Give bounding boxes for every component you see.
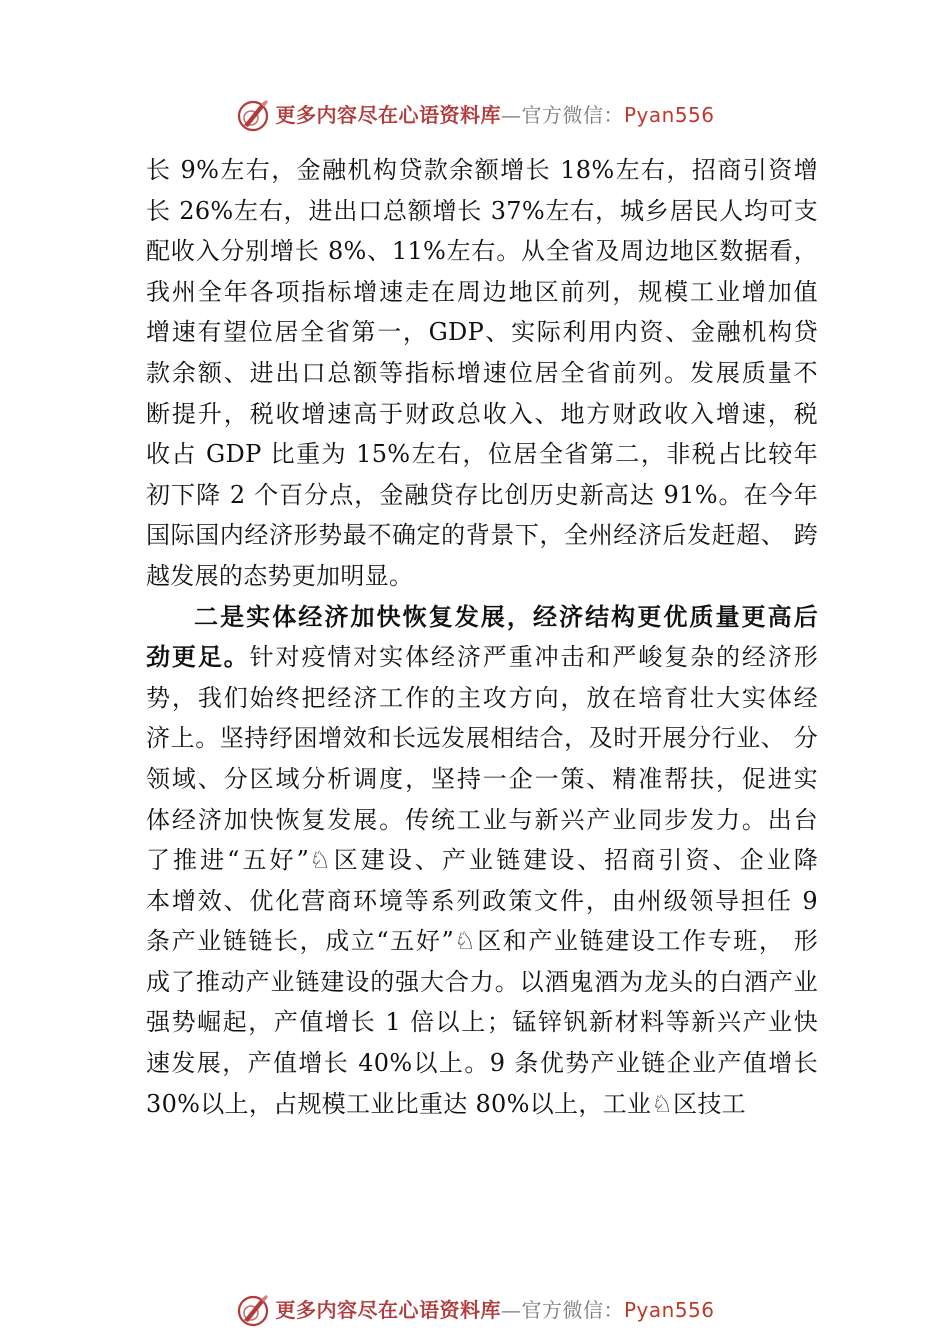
- text-line: 了推进“五好”♘区建设、产业链建设、招商引资、企业降: [146, 846, 818, 875]
- text-line: 势，我们始终把经济工作的主攻方向，放在培育壮大实体经: [146, 683, 818, 712]
- header-banner: [0, 93, 950, 137]
- text-line: 领域、分区域分析调度，坚持一企一策、精准帮扶，促进实: [146, 764, 818, 793]
- text-line: 体经济加快恢复发展。传统工业与新兴产业同步发力。出台: [146, 805, 818, 834]
- section-heading-end: 劲更足。: [146, 642, 250, 672]
- text-line: 配收入分别增长 8%、11%左右。从全省及周边地区数据看，: [146, 237, 818, 266]
- text-line: 款余额、进出口总额等指标增速位居全省前列。发展质量不: [146, 358, 818, 387]
- banner-wechat-id: Pyan556: [623, 1298, 715, 1322]
- text-line: 本增效、优化营商环境等系列政策文件，由州级领导担任 9: [146, 886, 818, 915]
- banner-separator: —: [500, 1298, 522, 1322]
- section-heading: 二是实体经济加快恢复发展，经济结构更优质量更高后: [194, 601, 818, 631]
- text-line: 强势崛起，产值增长 1 倍以上；锰锌钒新材料等新兴产业快: [146, 1008, 818, 1037]
- text-line: [146, 637, 818, 678]
- banner-separator: —: [500, 103, 522, 127]
- brush-logo-icon: [235, 1292, 271, 1328]
- text-line: 30%以上，占规模工业比重达 80%以上，工业♘区技工: [146, 1089, 746, 1118]
- paragraph-2: [146, 597, 818, 1125]
- text-line: 长 26%左右，进出口总额增长 37%左右，城乡居民人均可支: [146, 196, 818, 225]
- text-line: 越发展的态势更加明显。: [146, 561, 414, 590]
- footer-banner: [0, 1288, 950, 1332]
- paragraph-1: [146, 150, 818, 597]
- text-line: 长 9%左右，金融机构贷款余额增长 18%左右，招商引资增: [146, 156, 818, 184]
- text-line: 条产业链链长，成立“五好”♘区和产业链建设工作专班， 形: [146, 927, 818, 956]
- banner-title: 更多内容尽在心语资料库: [275, 103, 501, 127]
- banner-label: 官方微信：: [521, 103, 624, 127]
- brush-logo-icon: [235, 97, 271, 133]
- text-line: 速发展，产值增长 40%以上。9 条优势产业链企业产值增长: [146, 1049, 818, 1078]
- text-line: 收占 GDP 比重为 15%左右，位居全省第二，非税占比较年: [146, 440, 818, 469]
- text-line: 我州全年各项指标增速走在周边地区前列，规模工业增加值: [146, 277, 818, 306]
- text-line: 成了推动产业链建设的强大合力。以酒鬼酒为龙头的白酒产业: [146, 967, 818, 996]
- text-line: 增速有望位居全省第一，GDP、实际利用内资、金融机构贷: [146, 318, 818, 347]
- banner-label: 官方微信：: [521, 1298, 624, 1322]
- text-line: 初下降 2 个百分点，金融贷存比创历史新高达 91%。在今年: [146, 480, 818, 509]
- text-line-rest: 针对疫情对实体经济严重冲击和严峻复杂的经济形: [249, 643, 818, 672]
- text-line: 济上。坚持纾困增效和长远发展相结合，及时开展分行业、 分: [146, 724, 818, 753]
- banner-title: 更多内容尽在心语资料库: [275, 1298, 501, 1322]
- text-line: 断提升，税收增速高于财政总收入、地方财政收入增速，税: [146, 399, 818, 428]
- document-body: [146, 150, 818, 1124]
- banner-wechat-id: Pyan556: [623, 103, 715, 127]
- text-line: 国际国内经济形势最不确定的背景下，全州经济后发赶超、 跨: [146, 521, 818, 550]
